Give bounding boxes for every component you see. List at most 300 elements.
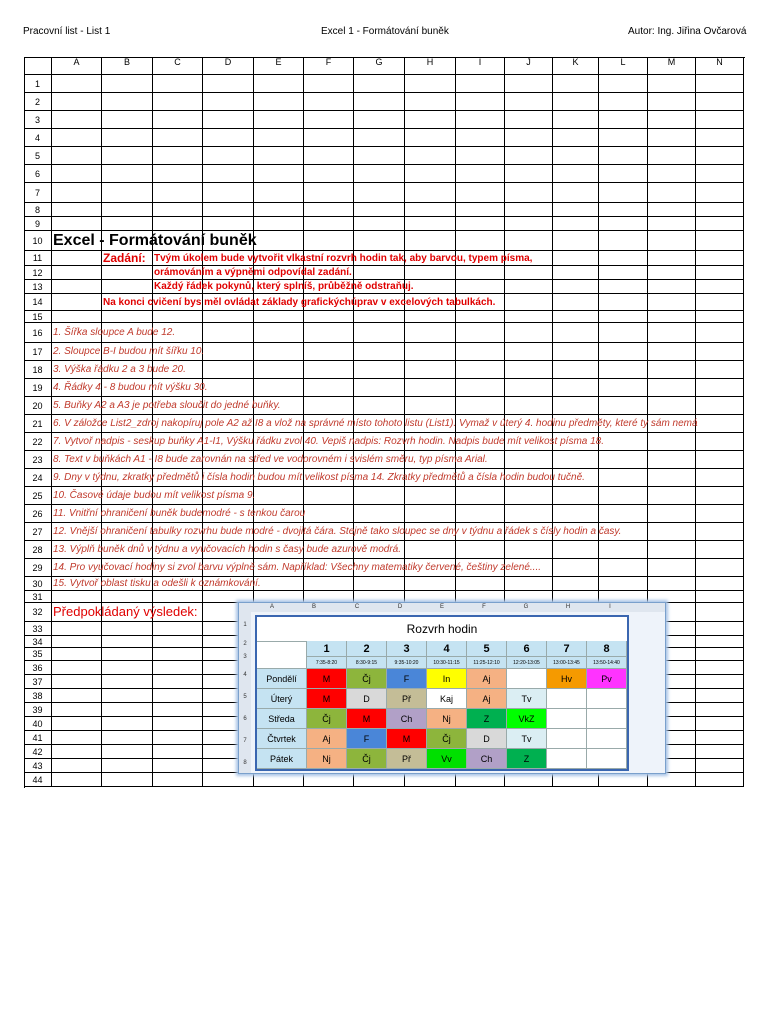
cell[interactable] bbox=[505, 251, 553, 266]
cell[interactable] bbox=[505, 203, 553, 217]
cell[interactable] bbox=[153, 147, 203, 165]
column-header-a[interactable]: A bbox=[52, 57, 102, 75]
cell[interactable] bbox=[553, 147, 599, 165]
column-header-d[interactable]: D bbox=[203, 57, 254, 75]
cell[interactable] bbox=[456, 487, 505, 505]
cell[interactable] bbox=[254, 311, 304, 323]
cell[interactable] bbox=[456, 147, 505, 165]
cell[interactable] bbox=[505, 415, 553, 433]
cell[interactable] bbox=[405, 433, 456, 451]
row-header-9[interactable]: 9 bbox=[24, 217, 52, 231]
cell[interactable] bbox=[153, 415, 203, 433]
cell[interactable] bbox=[696, 203, 744, 217]
cell[interactable] bbox=[153, 717, 203, 731]
cell[interactable] bbox=[102, 280, 153, 294]
cell[interactable] bbox=[304, 75, 354, 93]
cell[interactable] bbox=[304, 217, 354, 231]
cell[interactable] bbox=[696, 603, 744, 622]
row-header-30[interactable]: 30 bbox=[24, 577, 52, 591]
cell[interactable] bbox=[254, 523, 304, 541]
cell[interactable] bbox=[505, 93, 553, 111]
cell[interactable] bbox=[553, 433, 599, 451]
cell[interactable] bbox=[505, 487, 553, 505]
cell[interactable] bbox=[648, 523, 696, 541]
cell[interactable] bbox=[505, 379, 553, 397]
cell[interactable] bbox=[456, 361, 505, 379]
cell[interactable] bbox=[52, 294, 102, 311]
cell[interactable] bbox=[153, 505, 203, 523]
row-header-37[interactable]: 37 bbox=[24, 675, 52, 689]
cell[interactable] bbox=[304, 203, 354, 217]
row-header-40[interactable]: 40 bbox=[24, 717, 52, 731]
cell[interactable] bbox=[52, 397, 102, 415]
cell[interactable] bbox=[505, 361, 553, 379]
row-header-8[interactable]: 8 bbox=[24, 203, 52, 217]
cell[interactable] bbox=[102, 487, 153, 505]
cell[interactable] bbox=[648, 165, 696, 183]
cell[interactable] bbox=[599, 379, 648, 397]
cell[interactable] bbox=[505, 129, 553, 147]
cell[interactable] bbox=[52, 487, 102, 505]
cell[interactable] bbox=[505, 280, 553, 294]
cell[interactable] bbox=[52, 379, 102, 397]
row-header-3[interactable]: 3 bbox=[24, 111, 52, 129]
cell[interactable] bbox=[203, 294, 254, 311]
cell[interactable] bbox=[599, 266, 648, 280]
cell[interactable] bbox=[696, 361, 744, 379]
cell[interactable] bbox=[553, 379, 599, 397]
cell[interactable] bbox=[304, 323, 354, 343]
cell[interactable] bbox=[648, 147, 696, 165]
cell[interactable] bbox=[505, 505, 553, 523]
cell[interactable] bbox=[696, 689, 744, 703]
cell[interactable] bbox=[354, 111, 405, 129]
cell[interactable] bbox=[648, 311, 696, 323]
cell[interactable] bbox=[203, 523, 254, 541]
cell[interactable] bbox=[696, 622, 744, 636]
cell[interactable] bbox=[52, 675, 102, 689]
cell[interactable] bbox=[52, 433, 102, 451]
cell[interactable] bbox=[52, 661, 102, 675]
cell[interactable] bbox=[505, 523, 553, 541]
cell[interactable] bbox=[254, 129, 304, 147]
cell[interactable] bbox=[304, 343, 354, 361]
cell[interactable] bbox=[153, 266, 203, 280]
cell[interactable] bbox=[203, 147, 254, 165]
cell[interactable] bbox=[405, 773, 456, 787]
cell[interactable] bbox=[203, 217, 254, 231]
cell[interactable] bbox=[153, 731, 203, 745]
cell[interactable] bbox=[304, 773, 354, 787]
cell[interactable] bbox=[254, 183, 304, 203]
cell[interactable] bbox=[648, 93, 696, 111]
cell[interactable] bbox=[696, 745, 744, 759]
cell[interactable] bbox=[505, 433, 553, 451]
cell[interactable] bbox=[203, 433, 254, 451]
cell[interactable] bbox=[354, 541, 405, 559]
row-header-14[interactable]: 14 bbox=[24, 294, 52, 311]
cell[interactable] bbox=[254, 266, 304, 280]
cell[interactable] bbox=[203, 361, 254, 379]
row-header-33[interactable]: 33 bbox=[24, 622, 52, 636]
row-header-13[interactable]: 13 bbox=[24, 280, 52, 294]
cell[interactable] bbox=[153, 469, 203, 487]
cell[interactable] bbox=[102, 675, 153, 689]
cell[interactable] bbox=[304, 523, 354, 541]
cell[interactable] bbox=[153, 433, 203, 451]
cell[interactable] bbox=[456, 343, 505, 361]
cell[interactable] bbox=[203, 397, 254, 415]
cell[interactable] bbox=[648, 577, 696, 591]
cell[interactable] bbox=[648, 433, 696, 451]
cell[interactable] bbox=[102, 541, 153, 559]
cell[interactable] bbox=[599, 559, 648, 577]
cell[interactable] bbox=[153, 577, 203, 591]
row-header-19[interactable]: 19 bbox=[24, 379, 52, 397]
cell[interactable] bbox=[304, 165, 354, 183]
cell[interactable] bbox=[304, 433, 354, 451]
cell[interactable] bbox=[102, 323, 153, 343]
cell[interactable] bbox=[648, 280, 696, 294]
cell[interactable] bbox=[599, 397, 648, 415]
cell[interactable] bbox=[354, 361, 405, 379]
cell[interactable] bbox=[203, 559, 254, 577]
cell[interactable] bbox=[599, 577, 648, 591]
cell[interactable] bbox=[553, 505, 599, 523]
cell[interactable] bbox=[52, 622, 102, 636]
cell[interactable] bbox=[203, 93, 254, 111]
cell[interactable] bbox=[102, 379, 153, 397]
cell[interactable] bbox=[153, 251, 203, 266]
cell[interactable] bbox=[553, 773, 599, 787]
cell[interactable] bbox=[599, 280, 648, 294]
cell[interactable] bbox=[203, 165, 254, 183]
cell[interactable] bbox=[203, 577, 254, 591]
row-header-29[interactable]: 29 bbox=[24, 559, 52, 577]
cell[interactable] bbox=[304, 280, 354, 294]
cell[interactable] bbox=[153, 487, 203, 505]
cell[interactable] bbox=[599, 505, 648, 523]
row-header-10[interactable]: 10 bbox=[24, 231, 52, 251]
cell[interactable] bbox=[696, 661, 744, 675]
cell[interactable] bbox=[153, 129, 203, 147]
cell[interactable] bbox=[254, 231, 304, 251]
cell[interactable] bbox=[203, 323, 254, 343]
cell[interactable] bbox=[456, 505, 505, 523]
cell[interactable] bbox=[553, 559, 599, 577]
cell[interactable] bbox=[52, 559, 102, 577]
column-header-e[interactable]: E bbox=[254, 57, 304, 75]
cell[interactable] bbox=[456, 559, 505, 577]
cell[interactable] bbox=[153, 217, 203, 231]
cell[interactable] bbox=[599, 541, 648, 559]
cell[interactable] bbox=[553, 361, 599, 379]
cell[interactable] bbox=[52, 505, 102, 523]
cell[interactable] bbox=[102, 231, 153, 251]
cell[interactable] bbox=[648, 266, 696, 280]
cell[interactable] bbox=[304, 577, 354, 591]
cell[interactable] bbox=[153, 323, 203, 343]
cell[interactable] bbox=[405, 451, 456, 469]
cell[interactable] bbox=[456, 397, 505, 415]
cell[interactable] bbox=[304, 147, 354, 165]
cell[interactable] bbox=[599, 183, 648, 203]
cell[interactable] bbox=[153, 111, 203, 129]
cell[interactable] bbox=[354, 379, 405, 397]
row-header-31[interactable]: 31 bbox=[24, 591, 52, 603]
cell[interactable] bbox=[456, 280, 505, 294]
cell[interactable] bbox=[304, 361, 354, 379]
cell[interactable] bbox=[102, 129, 153, 147]
cell[interactable] bbox=[52, 745, 102, 759]
cell[interactable] bbox=[648, 361, 696, 379]
cell[interactable] bbox=[153, 75, 203, 93]
cell[interactable] bbox=[304, 379, 354, 397]
cell[interactable] bbox=[553, 487, 599, 505]
row-header-24[interactable]: 24 bbox=[24, 469, 52, 487]
cell[interactable] bbox=[648, 183, 696, 203]
cell[interactable] bbox=[102, 311, 153, 323]
cell[interactable] bbox=[599, 111, 648, 129]
cell[interactable] bbox=[254, 343, 304, 361]
cell[interactable] bbox=[354, 415, 405, 433]
cell[interactable] bbox=[102, 745, 153, 759]
cell[interactable] bbox=[102, 294, 153, 311]
cell[interactable] bbox=[102, 165, 153, 183]
cell[interactable] bbox=[203, 379, 254, 397]
cell[interactable] bbox=[553, 523, 599, 541]
cell[interactable] bbox=[153, 294, 203, 311]
cell[interactable] bbox=[52, 203, 102, 217]
cell[interactable] bbox=[52, 311, 102, 323]
cell[interactable] bbox=[456, 311, 505, 323]
cell[interactable] bbox=[553, 93, 599, 111]
cell[interactable] bbox=[102, 433, 153, 451]
cell[interactable] bbox=[102, 577, 153, 591]
cell[interactable] bbox=[354, 183, 405, 203]
cell[interactable] bbox=[696, 323, 744, 343]
cell[interactable] bbox=[648, 487, 696, 505]
cell[interactable] bbox=[203, 251, 254, 266]
row-header-21[interactable]: 21 bbox=[24, 415, 52, 433]
row-header-5[interactable]: 5 bbox=[24, 147, 52, 165]
cell[interactable] bbox=[354, 75, 405, 93]
cell[interactable] bbox=[599, 93, 648, 111]
cell[interactable] bbox=[52, 323, 102, 343]
cell[interactable] bbox=[599, 75, 648, 93]
cell[interactable] bbox=[456, 294, 505, 311]
cell[interactable] bbox=[354, 93, 405, 111]
cell[interactable] bbox=[456, 183, 505, 203]
cell[interactable] bbox=[304, 231, 354, 251]
cell[interactable] bbox=[599, 165, 648, 183]
row-header-23[interactable]: 23 bbox=[24, 451, 52, 469]
cell[interactable] bbox=[648, 559, 696, 577]
cell[interactable] bbox=[405, 294, 456, 311]
cell[interactable] bbox=[354, 343, 405, 361]
cell[interactable] bbox=[648, 203, 696, 217]
cell[interactable] bbox=[254, 433, 304, 451]
cell[interactable] bbox=[354, 577, 405, 591]
cell[interactable] bbox=[354, 773, 405, 787]
cell[interactable] bbox=[696, 523, 744, 541]
cell[interactable] bbox=[153, 231, 203, 251]
cell[interactable] bbox=[456, 251, 505, 266]
cell[interactable] bbox=[696, 591, 744, 603]
cell[interactable] bbox=[304, 93, 354, 111]
cell[interactable] bbox=[553, 217, 599, 231]
cell[interactable] bbox=[553, 451, 599, 469]
cell[interactable] bbox=[696, 505, 744, 523]
cell[interactable] bbox=[52, 147, 102, 165]
cell[interactable] bbox=[203, 231, 254, 251]
cell[interactable] bbox=[553, 203, 599, 217]
cell[interactable] bbox=[354, 469, 405, 487]
cell[interactable] bbox=[102, 397, 153, 415]
cell[interactable] bbox=[405, 343, 456, 361]
row-header-17[interactable]: 17 bbox=[24, 343, 52, 361]
cell[interactable] bbox=[203, 505, 254, 523]
cell[interactable] bbox=[52, 577, 102, 591]
cell[interactable] bbox=[553, 280, 599, 294]
cell[interactable] bbox=[102, 759, 153, 773]
cell[interactable] bbox=[696, 217, 744, 231]
cell[interactable] bbox=[696, 541, 744, 559]
cell[interactable] bbox=[203, 203, 254, 217]
cell[interactable] bbox=[553, 541, 599, 559]
cell[interactable] bbox=[203, 280, 254, 294]
cell[interactable] bbox=[696, 280, 744, 294]
cell[interactable] bbox=[153, 759, 203, 773]
cell[interactable] bbox=[254, 487, 304, 505]
cell[interactable] bbox=[505, 183, 553, 203]
cell[interactable] bbox=[153, 636, 203, 648]
cell[interactable] bbox=[505, 577, 553, 591]
cell[interactable] bbox=[505, 773, 553, 787]
cell[interactable] bbox=[696, 266, 744, 280]
cell[interactable] bbox=[102, 603, 153, 622]
cell[interactable] bbox=[254, 577, 304, 591]
cell[interactable] bbox=[254, 75, 304, 93]
cell[interactable] bbox=[456, 165, 505, 183]
column-header-h[interactable]: H bbox=[405, 57, 456, 75]
cell[interactable] bbox=[52, 541, 102, 559]
row-header-25[interactable]: 25 bbox=[24, 487, 52, 505]
cell[interactable] bbox=[648, 469, 696, 487]
cell[interactable] bbox=[505, 111, 553, 129]
cell[interactable] bbox=[52, 773, 102, 787]
cell[interactable] bbox=[505, 323, 553, 343]
cell[interactable] bbox=[52, 361, 102, 379]
cell[interactable] bbox=[599, 294, 648, 311]
cell[interactable] bbox=[696, 75, 744, 93]
cell[interactable] bbox=[102, 217, 153, 231]
cell[interactable] bbox=[254, 415, 304, 433]
cell[interactable] bbox=[153, 451, 203, 469]
cell[interactable] bbox=[102, 361, 153, 379]
cell[interactable] bbox=[553, 231, 599, 251]
cell[interactable] bbox=[203, 129, 254, 147]
cell[interactable] bbox=[599, 311, 648, 323]
cell[interactable] bbox=[599, 487, 648, 505]
row-header-11[interactable]: 11 bbox=[24, 251, 52, 266]
cell[interactable] bbox=[254, 217, 304, 231]
cell[interactable] bbox=[354, 505, 405, 523]
cell[interactable] bbox=[505, 147, 553, 165]
cell[interactable] bbox=[405, 541, 456, 559]
cell[interactable] bbox=[456, 111, 505, 129]
cell[interactable] bbox=[52, 165, 102, 183]
cell[interactable] bbox=[696, 294, 744, 311]
cell[interactable] bbox=[354, 433, 405, 451]
cell[interactable] bbox=[304, 487, 354, 505]
cell[interactable] bbox=[102, 622, 153, 636]
cell[interactable] bbox=[599, 773, 648, 787]
cell[interactable] bbox=[304, 183, 354, 203]
cell[interactable] bbox=[696, 773, 744, 787]
row-header-28[interactable]: 28 bbox=[24, 541, 52, 559]
cell[interactable] bbox=[304, 451, 354, 469]
cell[interactable] bbox=[153, 379, 203, 397]
cell[interactable] bbox=[553, 415, 599, 433]
cell[interactable] bbox=[405, 323, 456, 343]
cell[interactable] bbox=[102, 451, 153, 469]
cell[interactable] bbox=[456, 266, 505, 280]
cell[interactable] bbox=[304, 415, 354, 433]
cell[interactable] bbox=[505, 75, 553, 93]
cell[interactable] bbox=[254, 251, 304, 266]
cell[interactable] bbox=[696, 129, 744, 147]
cell[interactable] bbox=[405, 129, 456, 147]
cell[interactable] bbox=[354, 217, 405, 231]
cell[interactable] bbox=[153, 523, 203, 541]
cell[interactable] bbox=[102, 75, 153, 93]
cell[interactable] bbox=[405, 217, 456, 231]
cell[interactable] bbox=[203, 541, 254, 559]
cell[interactable] bbox=[648, 294, 696, 311]
cell[interactable] bbox=[153, 622, 203, 636]
cell[interactable] bbox=[405, 577, 456, 591]
cell[interactable] bbox=[153, 591, 203, 603]
cell[interactable] bbox=[456, 415, 505, 433]
cell[interactable] bbox=[696, 231, 744, 251]
cell[interactable] bbox=[203, 487, 254, 505]
cell[interactable] bbox=[102, 717, 153, 731]
cell[interactable] bbox=[505, 266, 553, 280]
cell[interactable] bbox=[254, 147, 304, 165]
cell[interactable] bbox=[354, 231, 405, 251]
row-header-43[interactable]: 43 bbox=[24, 759, 52, 773]
cell[interactable] bbox=[405, 165, 456, 183]
row-header-16[interactable]: 16 bbox=[24, 323, 52, 343]
cell[interactable] bbox=[354, 451, 405, 469]
cell[interactable] bbox=[456, 577, 505, 591]
cell[interactable] bbox=[102, 773, 153, 787]
cell[interactable] bbox=[599, 217, 648, 231]
cell[interactable] bbox=[52, 603, 102, 622]
cell[interactable] bbox=[648, 541, 696, 559]
cell[interactable] bbox=[553, 323, 599, 343]
cell[interactable] bbox=[553, 111, 599, 129]
cell[interactable] bbox=[405, 147, 456, 165]
cell[interactable] bbox=[696, 415, 744, 433]
cell[interactable] bbox=[456, 469, 505, 487]
cell[interactable] bbox=[102, 469, 153, 487]
cell[interactable] bbox=[354, 487, 405, 505]
cell[interactable] bbox=[52, 717, 102, 731]
cell[interactable] bbox=[203, 451, 254, 469]
cell[interactable] bbox=[599, 129, 648, 147]
